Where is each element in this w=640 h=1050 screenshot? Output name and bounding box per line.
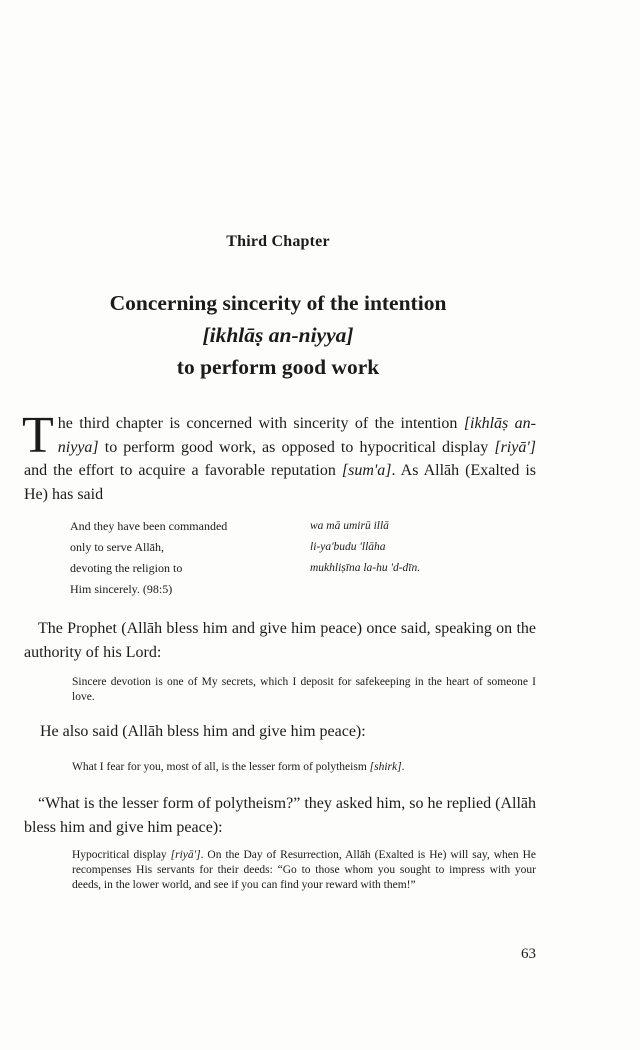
page-number: 63 <box>521 946 536 962</box>
verse-row <box>70 516 480 537</box>
verse-transliteration-line: wa mā umirū illā <box>310 520 389 532</box>
drop-cap: T <box>22 407 54 464</box>
hadith-quote-2 <box>72 760 536 775</box>
term-shirk: [shirk] <box>369 761 402 773</box>
title-line-2: [ikhlāṣ an-niyya] <box>202 323 354 347</box>
verse-transliteration-line: mukhliṣīna la-hu 'd-dīn. <box>310 562 421 574</box>
term-ikhlas: [ikhlāṣ an-niyya] <box>57 415 536 456</box>
quote2-text: What I fear for you, most of all, is the lesser form of polytheism <box>72 761 370 773</box>
prophet-paragraph: The Prophet (Allāh bless him and give him peace) once said, speaking on the authority of his Lord: <box>24 620 536 661</box>
verse-row <box>70 558 480 579</box>
verse-english-line: Him sincerely. (98:5) <box>70 582 173 596</box>
term-suma: [sum'a] <box>341 462 392 479</box>
quote3-text-a: Hypocritical display <box>72 849 171 861</box>
quran-verse <box>70 516 480 600</box>
also-said-paragraph: He also said (Allāh bless him and give him peace): <box>40 723 366 740</box>
chapter-label: Third Chapter <box>226 233 330 250</box>
verse-english-line: only to serve Allāh, <box>70 540 164 554</box>
intro-paragraph <box>22 407 536 506</box>
chapter-title <box>0 287 556 383</box>
verse-row <box>70 579 480 600</box>
quote2-end: . <box>401 761 405 773</box>
term-riya: [riyā'] <box>494 438 536 456</box>
title-line-3: to perform good work <box>176 355 380 379</box>
intro-text-b: to perform good work, as opposed to hypocritical display <box>98 438 495 456</box>
intro-text-d: . As Allāh (Exalted is He) has said <box>24 462 536 503</box>
quote3-text-b: . On the Day of Resurrection, Allāh (Exalted is He) will say, when He recompenses His servants for their deeds: “Go to those whom you sought to impress with your deeds, in the lower world, and see if you can find your reward with them!” <box>72 849 536 891</box>
term-riya-2: [riyā'] <box>170 849 201 861</box>
intro-text-a: he third chapter is concerned with sincerity of the intention <box>57 415 464 432</box>
verse-transliteration-line <box>310 579 480 600</box>
verse-english-line: devoting the religion to <box>70 561 183 575</box>
hadith-quote-3 <box>72 848 536 893</box>
title-line-1: Concerning sincerity of the intention <box>109 291 447 315</box>
intro-text-c: and the effort to acquire a favorable reputation <box>24 462 342 479</box>
hadith-quote-1: Sincere devotion is one of My secrets, which I deposit for safekeeping in the heart of someone I love. <box>72 676 536 703</box>
verse-transliteration-line: li-ya'budu 'llāha <box>310 541 386 553</box>
question-paragraph: “What is the lesser form of polytheism?” they asked him, so he replied (Allāh bless him and give him peace): <box>24 795 536 836</box>
verse-english-line: And they have been commanded <box>70 519 228 533</box>
verse-row <box>70 537 480 558</box>
